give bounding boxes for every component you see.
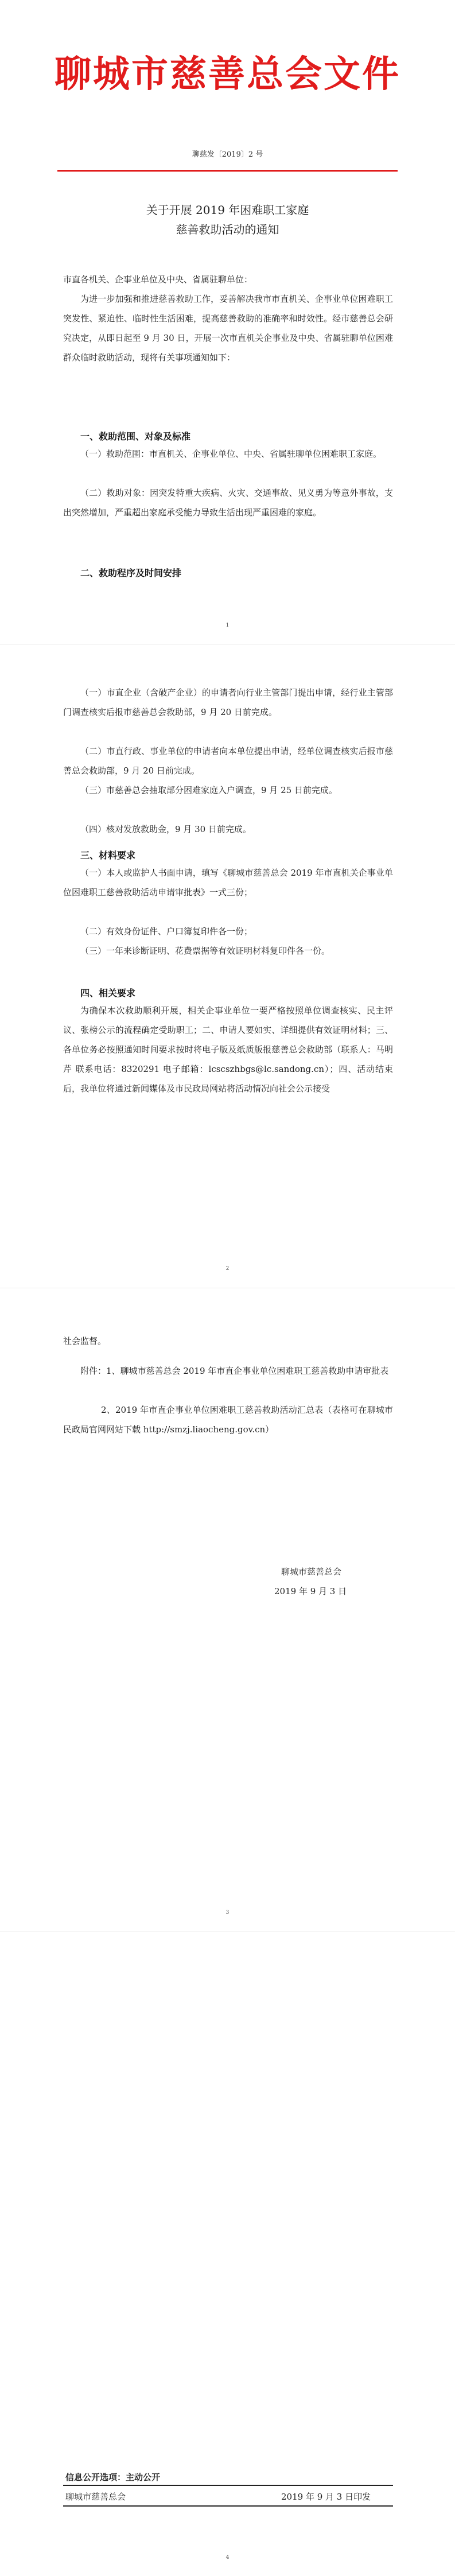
disclosure-option: 信息公开选项：主动公开 (65, 2472, 161, 2482)
page-3 (0, 1288, 455, 1932)
red-divider (57, 170, 398, 172)
section1-heading: 一、救助范围、对象及标准 (80, 431, 191, 442)
intro-paragraph: 为进一步加强和推进慈善救助工作，妥善解决我市市直机关、企事业单位困难职工突发性、紧迫性、临时性生活困难，提高慈善救助的准确率和时效性。经市慈善总会研究决定，从即日起至 9 月 30 日，开展一次市直机关企事业及中央、省属驻聊单位困难群众临时救助活动，现将有关事项通知如下： (63, 294, 393, 363)
footer-issuer: 聊城市慈善总会 (65, 2492, 126, 2502)
section2-paragraph4: （四）核对发放救助金，9 月 30 日前完成。 (80, 824, 251, 834)
section4-paragraph: 为确保本次救助顺利开展，相关企事业单位一要严格按照单位调查核实、民主评议、张榜公示的流程确定受助职工；二、申请人要如实、详细提供有效证明材料；三、各单位务必按照通知时间要求按时将电子版及纸质版报慈善总会救助部（联系人：马明芹 联系电话：8320291 电子邮箱：lcscszhbgs@lc.sandong.cn）；四、活动结束后，我单位将通过新闻媒体及市民政局网站将活动情况向社会公示接受 (63, 1005, 393, 1094)
section4-paragraph-continued: 社会监督。 (63, 1336, 107, 1346)
signature-date: 2019 年 9 月 3 日 (274, 1586, 347, 1596)
section3-paragraph3: （三）一年来诊断证明、花费票据等有效证明材料复印件各一份。 (80, 946, 330, 956)
document-header-title: 聊城市慈善总会文件 (55, 53, 400, 96)
attachment-1: 附件：1、聊城市慈善总会 2019 年市直企事业单位困难职工慈善救助申请审批表 (80, 1366, 389, 1376)
footer-bottom-rule (63, 2505, 393, 2507)
section2-paragraph2: （二）市直行政、事业单位的申请者向本单位提出申请，经单位调查核实后报市慈善总会救助部，9 月 20 日前完成。 (63, 746, 393, 776)
signature-organization: 聊城市慈善总会 (281, 1567, 342, 1577)
section3-heading: 三、材料要求 (80, 850, 136, 861)
notice-title-line1: 关于开展 2019 年困难职工家庭 (146, 203, 309, 217)
footer-top-rule (63, 2485, 393, 2486)
section3-paragraph2: （二）有效身份证件、户口簿复印件各一份； (80, 926, 253, 937)
page-number: 1 (225, 623, 230, 628)
salutation: 市直各机关、企事业单位及中央、省属驻聊单位： (63, 274, 253, 285)
section1-paragraph1: （一）救助范围：市直机关、企事业单位、中央、省属驻聊单位困难职工家庭。 (80, 449, 382, 459)
section2-heading: 二、救助程序及时间安排 (80, 568, 182, 578)
document-number: 聊慈发〔2019〕2 号 (192, 150, 263, 159)
page-number: 2 (225, 1266, 230, 1272)
section2-paragraph3: （三）市慈善总会抽取部分困难家庭入户调查，9 月 25 日前完成。 (80, 785, 337, 795)
page-number: 4 (225, 2555, 230, 2561)
notice-title-line2: 慈善救助活动的通知 (176, 223, 279, 236)
page-number: 3 (225, 1910, 230, 1916)
section4-heading: 四、相关要求 (80, 988, 136, 998)
section3-paragraph1: （一）本人或监护人书面申请，填写《聊城市慈善总会 2019 年市直机关企事业单位困难职工慈善救助活动申请审批表》一式三份； (63, 868, 393, 897)
section1-paragraph2: （二）救助对象：因突发特重大疾病、火灾、交通事故、见义勇为等意外事故，支出突然增加，严重超出家庭承受能力导致生活出现严重困难的家庭。 (63, 488, 393, 518)
footer-print-date: 2019 年 9 月 3 日印发 (281, 2492, 371, 2502)
attachment-2: 2、2019 年市直企事业单位困难职工慈善救助活动汇总表（表格可在聊城市民政局官网网站下载 http://smzj.liaocheng.gov.cn） (63, 1405, 393, 1435)
section2-paragraph1: （一）市直企业（含破产企业）的申请者向行业主管部门提出申请，经行业主管部门调查核实后报市慈善总会救助部，9 月 20 日前完成。 (63, 687, 393, 717)
